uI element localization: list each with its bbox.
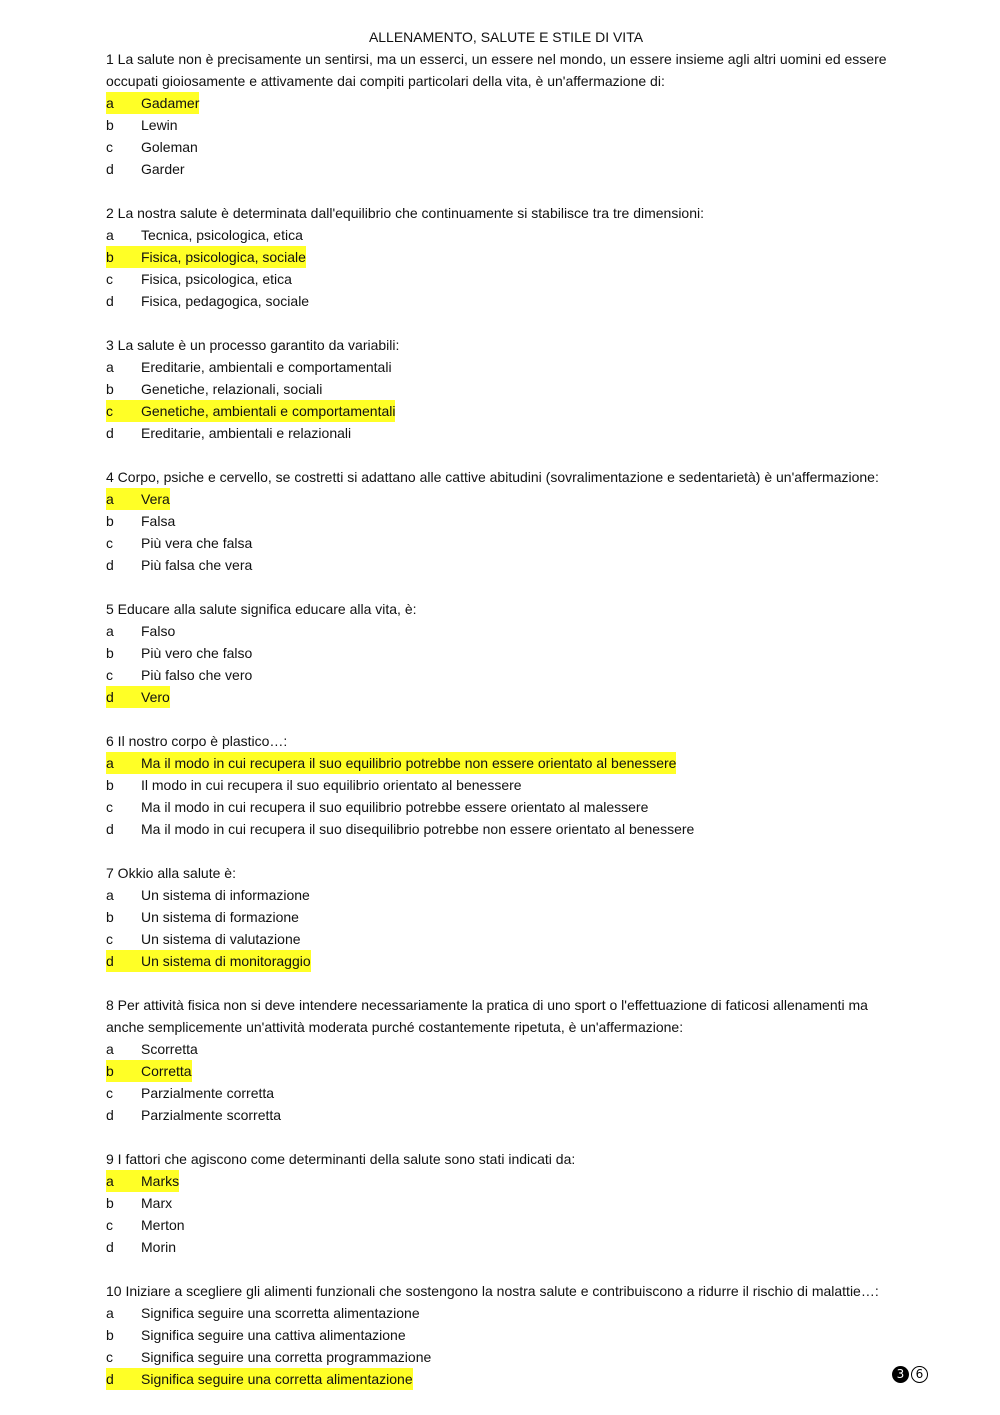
answer-letter: b [106,117,114,133]
answer-letter: d [106,821,114,837]
answer-letter: b [106,249,114,265]
answer-highlight [106,1060,192,1082]
answer-letter: a [106,623,114,639]
answer-letter: a [106,95,114,111]
answer-text: Più vero che falso [141,645,253,661]
answer-text: Goleman [141,139,198,155]
answer-letter: a [106,1041,114,1057]
answer-text: Fisica, pedagogica, sociale [141,293,310,309]
answer-option [106,1192,906,1214]
answer-text: Marx [141,1195,173,1211]
answer-text: Fisica, psicologica, sociale [141,249,306,265]
question-block [106,862,906,972]
answer-option [106,532,906,554]
document-page [106,26,906,1412]
question-list [106,48,906,1390]
answer-letter: b [106,513,114,529]
answer-highlight [106,752,676,774]
answer-option [106,1324,906,1346]
answer-option [106,1104,906,1126]
answer-highlight [106,246,306,268]
answer-letter: d [106,425,114,441]
answer-option [106,1082,906,1104]
answer-option [106,224,906,246]
answer-option [106,158,906,180]
answer-option [106,510,906,532]
answer-letter: a [106,227,114,243]
answer-highlight [106,92,199,114]
question-text: 9 I fattori che agiscono come determinanti della salute sono stati indicati da: [106,1151,576,1167]
answer-letter: a [106,755,114,771]
answer-text: Garder [141,161,185,177]
answer-text: Falsa [141,513,176,529]
question-text: 6 Il nostro corpo è plastico…: [106,733,288,749]
answer-highlight [106,1170,179,1192]
answer-letter: c [106,535,113,551]
question-text: 7 Okkio alla salute è: [106,865,236,881]
answer-option-correct [106,1170,906,1192]
answer-option [106,378,906,400]
answer-option [106,884,906,906]
answer-text: Significa seguire una cattiva alimentazione [141,1327,406,1343]
question-block [106,202,906,312]
answer-option [106,906,906,928]
answer-letter: b [106,909,114,925]
answer-letter: d [106,689,114,705]
answer-text: Lewin [141,117,178,133]
answer-option-correct [106,1060,906,1082]
question-block [106,1280,906,1390]
answer-text: Tecnica, psicologica, etica [141,227,303,243]
answer-option [106,268,906,290]
answer-text: Genetiche, relazionali, sociali [141,381,323,397]
answer-option [106,796,906,818]
answer-highlight [106,686,170,708]
answer-letter: c [106,403,113,419]
answer-text: Corretta [141,1063,192,1079]
answer-text: Vero [141,689,170,705]
document-title: ALLENAMENTO, SALUTE E STILE DI VITA [368,29,644,45]
answer-letter: d [106,953,114,969]
answer-letter: a [106,1305,114,1321]
answer-letter: d [106,1107,114,1123]
page-number-digit-outline: 6 [911,1366,928,1383]
answer-text: Parzialmente corretta [141,1085,275,1101]
answer-text: Ma il modo in cui recupera il suo equilibrio potrebbe essere orientato al malessere [141,799,649,815]
answer-text: Più falso che vero [141,667,253,683]
answer-option-correct [106,400,906,422]
answer-option [106,620,906,642]
answer-letter: c [106,1085,113,1101]
answer-text: Morin [141,1239,177,1255]
answer-option-correct [106,1368,906,1390]
answer-letter: b [106,645,114,661]
page-number-digit-filled: 3 [892,1366,909,1383]
answer-highlight [106,488,170,510]
question-block [106,48,906,180]
answer-option [106,1236,906,1258]
answer-letter: b [106,381,114,397]
answer-option [106,1302,906,1324]
question-text: 4 Corpo, psiche e cervello, se costretti si adattano alle cattive abitudini (sovralimentazione e sedentarietà) è un'affermazione: [106,469,879,485]
question-block [106,334,906,444]
question-text: 8 Per attività fisica non si deve intendere necessariamente la pratica di uno sport o l'effettuazione di faticosi allenamenti ma anche semplicemente un'attività moderata purché costantemente ripetuta, è un'affermazione: [106,997,868,1035]
answer-option [106,928,906,950]
answer-option-correct [106,950,906,972]
answer-letter: c [106,1217,113,1233]
answer-option [106,290,906,312]
answer-letter: d [106,293,114,309]
answer-text: Parzialmente scorretta [141,1107,282,1123]
answer-letter: c [106,799,113,815]
question-text: 1 La salute non è precisamente un sentirsi, ma un esserci, un essere nel mondo, un essere insieme agli altri uomini ed essere occupati gioiosamente e attivamente dai compiti particolari della vita, è un'affermazione di: [106,51,887,89]
answer-letter: b [106,777,114,793]
answer-text: Scorretta [141,1041,198,1057]
answer-text: Falso [141,623,176,639]
answer-text: Un sistema di monitoraggio [141,953,311,969]
answer-option [106,136,906,158]
answer-letter: a [106,887,114,903]
answer-letter: b [106,1195,114,1211]
answer-option [106,422,906,444]
answer-text: Genetiche, ambientali e comportamentali [141,403,396,419]
question-block [106,994,906,1126]
answer-text: Gadamer [141,95,200,111]
answer-text: Più falsa che vera [141,557,253,573]
answer-letter: a [106,1173,114,1189]
answer-text: Marks [141,1173,180,1189]
answer-option [106,356,906,378]
answer-option [106,114,906,136]
answer-option-correct [106,686,906,708]
answer-option-correct [106,246,906,268]
question-text: 2 La nostra salute è determinata dall'equilibrio che continuamente si stabilisce tra tre dimensioni: [106,205,705,221]
answer-highlight [106,400,395,422]
answer-option-correct [106,752,906,774]
answer-letter: d [106,1239,114,1255]
answer-letter: c [106,139,113,155]
question-block [106,730,906,840]
answer-letter: d [106,1371,114,1387]
answer-option [106,554,906,576]
answer-letter: c [106,1349,113,1365]
question-block [106,1148,906,1258]
answer-text: Un sistema di informazione [141,887,310,903]
question-block [106,598,906,708]
answer-text: Un sistema di formazione [141,909,299,925]
answer-highlight [106,1368,413,1390]
answer-option-correct [106,488,906,510]
answer-text: Significa seguire una corretta alimentazione [141,1371,413,1387]
answer-text: Ereditarie, ambientali e comportamentali [141,359,392,375]
answer-text: Significa seguire una corretta programmazione [141,1349,432,1365]
answer-letter: c [106,667,113,683]
answer-letter: c [106,271,113,287]
answer-letter: a [106,359,114,375]
answer-letter: b [106,1063,114,1079]
answer-text: Il modo in cui recupera il suo equilibrio orientato al benessere [141,777,522,793]
answer-text: Merton [141,1217,185,1233]
question-block [106,466,906,576]
answer-text: Un sistema di valutazione [141,931,301,947]
answer-text: Ereditarie, ambientali e relazionali [141,425,352,441]
answer-text: Ma il modo in cui recupera il suo disequilibrio potrebbe non essere orientato al benessere [141,821,695,837]
answer-option [106,1346,906,1368]
answer-letter: b [106,1327,114,1343]
answer-option [106,1038,906,1060]
answer-text: Fisica, psicologica, etica [141,271,292,287]
answer-letter: c [106,931,113,947]
answer-option [106,774,906,796]
question-text: 5 Educare alla salute significa educare alla vita, è: [106,601,417,617]
answer-option-correct [106,92,906,114]
answer-option [106,1214,906,1236]
answer-text: Ma il modo in cui recupera il suo equilibrio potrebbe non essere orientato al benessere [141,755,677,771]
answer-letter: a [106,491,114,507]
answer-option [106,642,906,664]
question-text: 10 Iniziare a scegliere gli alimenti funzionali che sostengono la nostra salute e contribuiscono a ridurre il rischio di malattie…: [106,1283,879,1299]
answer-letter: d [106,557,114,573]
answer-text: Vera [141,491,170,507]
page-number [892,1366,928,1383]
answer-text: Significa seguire una scorretta alimentazione [141,1305,420,1321]
answer-option [106,664,906,686]
answer-highlight [106,950,311,972]
answer-option [106,818,906,840]
answer-letter: d [106,161,114,177]
question-text: 3 La salute è un processo garantito da variabili: [106,337,400,353]
answer-text: Più vera che falsa [141,535,253,551]
